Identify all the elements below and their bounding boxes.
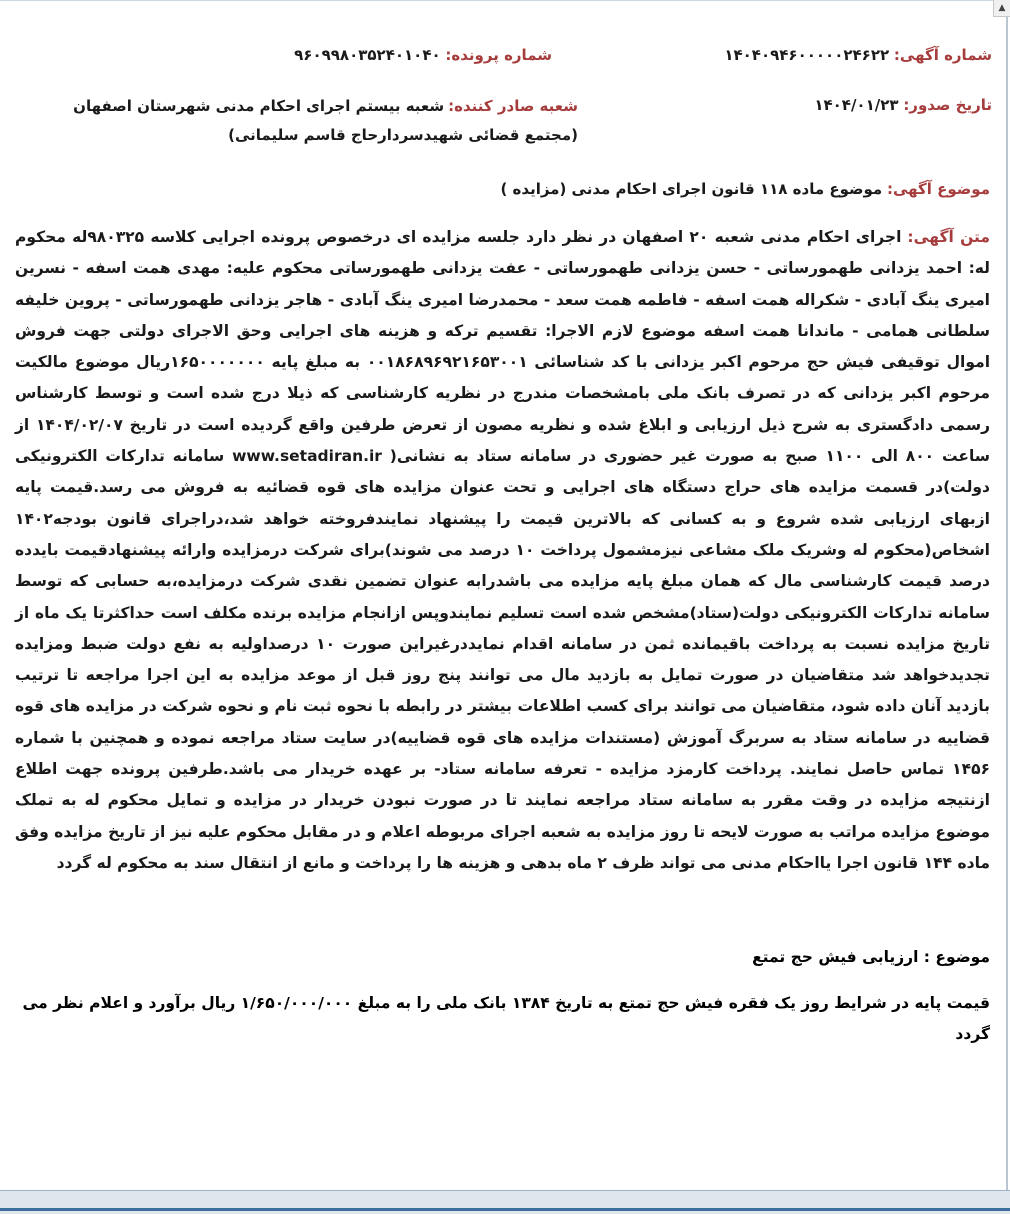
case-number-value: ۹۶۰۹۹۸۰۳۵۲۴۰۱۰۴۰ <box>294 46 441 64</box>
notice-number <box>724 46 992 64</box>
notice-number-value: ۱۴۰۴۰۹۴۶۰۰۰۰۰۲۴۶۲۲ <box>724 46 890 64</box>
issue-date <box>814 96 992 114</box>
subject-label: موضوع آگهی: <box>886 180 990 198</box>
notice-body <box>15 222 990 879</box>
notice-number-label: شماره آگهی: <box>893 46 992 64</box>
issue-date-label: تاریخ صدور: <box>903 96 992 114</box>
scroll-up-arrow-icon[interactable]: ▲ <box>993 0 1010 17</box>
evaluation-title: موضوع : ارزیابی فیش حج تمتع <box>752 948 990 966</box>
issuer-value: شعبه بیستم اجرای احکام مدنی شهرستان اصفهان (مجتمع قضائی شهیدسردارحاج قاسم سلیمانی) <box>73 97 578 144</box>
issue-date-value: ۱۴۰۴/۰۱/۲۳ <box>814 96 899 114</box>
issuer-label: شعبه صادر کننده: <box>448 97 578 115</box>
bottom-accent-line <box>0 1208 1010 1211</box>
notice-body-text: اجرای احکام مدنی شعبه ۲۰ اصفهان در نظر دارد جلسه مزایده ای درخصوص پرونده اجرایی کلاسه ۹۸۰۳۲۵له محکوم له: احمد یزدانی طهمورساتی - حسن یزدانی طهمورساتی - عفت یزدانی طهمورساتی محکوم علیه: مهدی همت اسفه - نسرین امیری ینگ آبادی - شکراله همت اسفه - فاطمه همت سعد - محمدرضا امیری ینگ آبادی - هاجر یزدانی طهمورساتی - پروین خلیفه سلطانی همامی - ماندانا همت اسفه موضوع لازم الاجرا: تقسیم ترکه و هزینه های اجرایی وحق الاجرای دولتی جهت فروش اموال توقیفی فیش حج مرحوم اکبر یزدانی با کد شناسائی ۰۰۱۸۶۸۹۶۹۲۱۶۵۳۰۰۱ به مبلغ پایه ۱۶۵۰۰۰۰۰۰۰ریال موضوع مالکیت مرحوم اکبر یزدانی که در تصرف بانک ملی بامشخصات مندرج در نظریه کارشناسی که ذیلا درج شده است و توسط کارشناس رسمی دادگستری به شرح ذیل ارزیابی و ابلاغ شده و نظریه مصون از تعرض طرفین واقع گردیده است در تاریخ ۱۴۰۴/۰۲/۰۷ از ساعت ۸۰۰ الی ۱۱۰۰ صبح به صورت غیر حضوری در سامانه ستاد به نشانی( www.setadiran.ir سامانه تدارکات الکترونیکی دولت)در قسمت مزایده های حراج دستگاه های اجرایی و تحت عنوان مزایده های قوه قضائیه به فروش می رسد.قیمت پایه ازبهای ارزیابی شده شروع و به کسانی که بالاترین قیمت را پیشنهاد نمایندفروخته خواهد شد،دراجرای قانون بودجه۱۴۰۲ اشخاص(محکوم له وشریک ملک مشاعی نیزمشمول پرداخت ۱۰ درصد می شوند)برای شرکت درمزایده وارائه پیشنهادقیمت بایدده درصد قیمت کارشناسی مال که همان مبلغ پایه مزایده می باشدرابه عنوان تضمین نقدی شرکت درمزایده،به حسابی که توسط سامانه تدارکات الکترونیکی دولت(ستاد)مشخص شده است تسلیم نمایندوپس ازانجام مزایده برنده مکلف است حداکثرتا یک ماه از تاریخ مزایده نسبت به پرداخت باقیمانده ثمن در سامانه اقدام نمایددرغیراین صورت ۱۰ درصداولیه به نفع دولت ضبط ومزایده تجدیدخواهد شد متقاضیان در صورت تمایل به بازدید مال می توانند پنج روز قبل از موعد مزایده به این اجرا مراجعه تا ترتیب بازدید آنان داده شود، متقاضیان می توانند برای کسب اطلاعات بیشتر در رابطه با نحوه ثبت نام و نحوه شرکت در مزایده های قوه قضاییه در سامانه ستاد به سربرگ آموزش (مستندات مزایده های قوه قضاییه)در سایت ستاد مراجعه نموده و همچنین با شماره ۱۴۵۶ تماس حاصل نمایند. پرداخت کارمزد مزایده - تعرفه سامانه ستاد- بر عهده خریدار می باشد.طرفین پرونده جهت اطلاع ازنتیجه مزایده در وقت مقرر به سامانه ستاد مراجعه نمایند تا در صورت نبودن خریدار در مزایده و تمایل محکوم له به تملک موضوع مزایده مراتب به صورت لایحه تا روز مزایده به شعبه اجرای مربوطه اعلام و در مقابل محکوم علیه نیز از تاریخ مزایده وفق ماده ۱۴۴ قانون اجرا یااحکام مدنی می تواند ظرف ۲ ماه بدهی و هزینه ها را پرداخت و مانع از انتقال سند به محکوم له گردد <box>15 228 991 872</box>
issuer-block <box>38 92 578 150</box>
case-number <box>294 46 552 64</box>
case-number-label: شماره پرونده: <box>445 46 552 64</box>
notice-body-label: متن آگهی: <box>907 228 990 246</box>
notice-subject <box>500 180 990 198</box>
bottom-status-bar <box>0 1190 1010 1214</box>
subject-text: موضوع ماده ۱۱۸ قانون اجرای احکام مدنی (مزایده ) <box>500 180 883 198</box>
evaluation-text: قیمت پایه در شرایط روز یک فقره فیش حج تمتع به تاریخ ۱۳۸۴ بانک ملی را به مبلغ ۱/۶۵۰/۰۰۰/۰۰۰ ریال برآورد و اعلام نظر می گردد <box>22 994 990 1043</box>
